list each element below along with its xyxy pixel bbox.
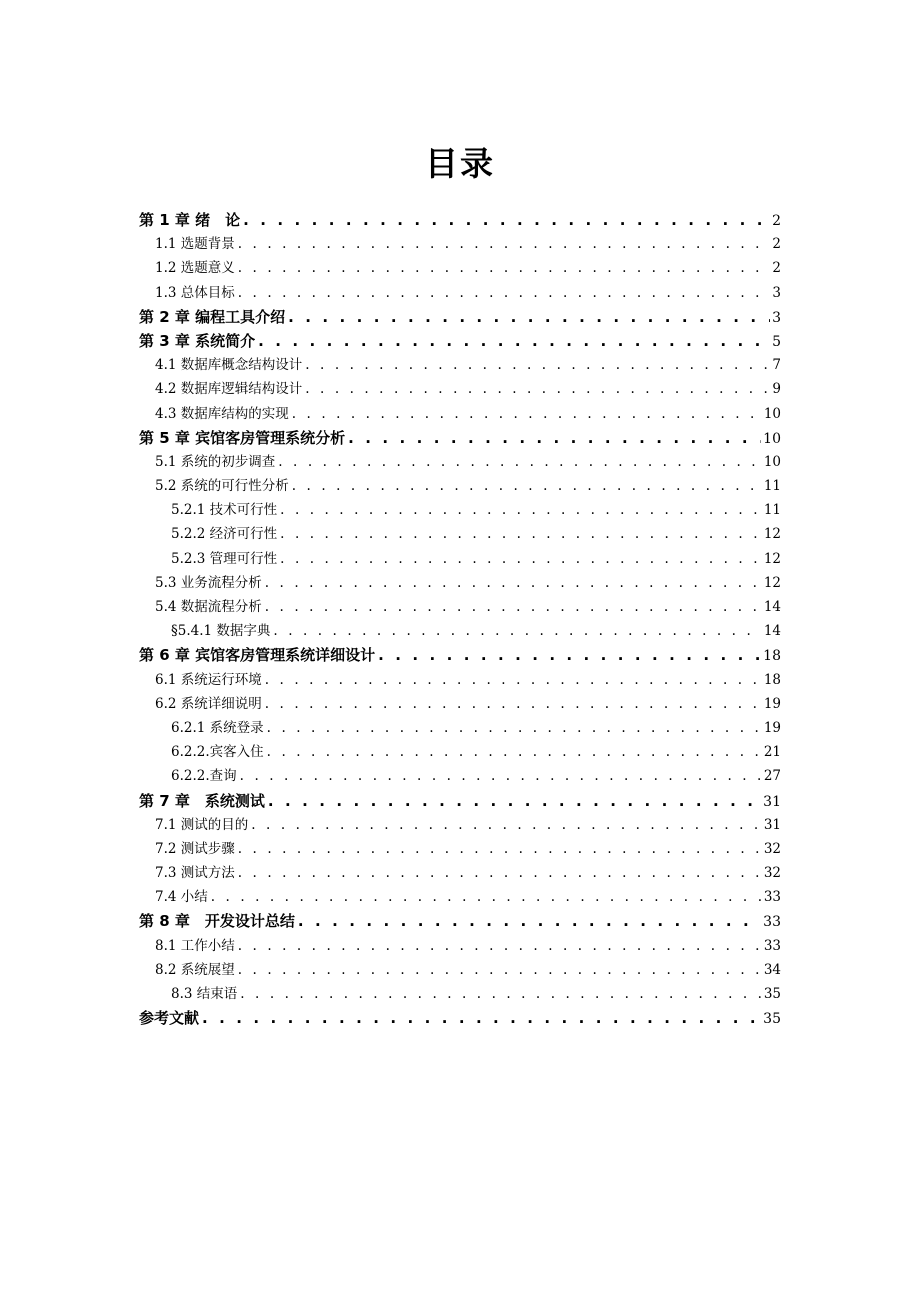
toc-dot-leader xyxy=(240,982,762,1006)
toc-entry-label: 6.2.2.查询 xyxy=(171,768,237,785)
toc-page-number: 14 xyxy=(763,623,781,640)
toc-entry-label: 第 8 章 开发设计总结 xyxy=(139,912,295,931)
toc-dot-leader xyxy=(251,813,762,837)
toc-section-entry[interactable] xyxy=(139,958,781,982)
toc-dot-leader xyxy=(288,305,770,329)
toc-entry-label: 第 1 章 绪 论 xyxy=(139,211,241,229)
toc-entry-label: 8.3 结束语 xyxy=(171,986,238,1002)
toc-dot-leader xyxy=(298,909,761,933)
toc-page-number: 3 xyxy=(772,284,781,301)
toc-entry-label: 第 5 章 宾馆客房管理系统分析 xyxy=(139,428,346,447)
toc-entry-label: 5.2 系统的可行性分析 xyxy=(155,478,289,495)
toc-dot-leader xyxy=(268,789,761,813)
toc-dot-leader xyxy=(273,619,761,643)
toc-entry-label: 7.3 测试方法 xyxy=(155,865,235,882)
toc-section-entry[interactable] xyxy=(139,764,781,788)
toc-section-entry[interactable] xyxy=(139,813,781,837)
toc-page-number: 21 xyxy=(763,744,781,761)
toc-section-entry[interactable] xyxy=(139,498,781,522)
toc-dot-leader xyxy=(211,885,762,909)
toc-section-entry[interactable] xyxy=(139,547,781,571)
toc-dot-leader xyxy=(265,692,762,716)
toc-page-number: 5 xyxy=(772,333,781,350)
toc-chapter-entry[interactable] xyxy=(139,1006,781,1030)
toc-dot-leader xyxy=(267,740,762,764)
toc-page-number: 27 xyxy=(763,768,781,785)
toc-entry-label: 参考文献 xyxy=(139,1009,200,1028)
toc-page-number: 12 xyxy=(763,574,781,591)
toc-page-number: 12 xyxy=(763,526,781,543)
toc-dot-leader xyxy=(292,474,762,498)
page-title: 目录 xyxy=(425,144,495,183)
toc-section-entry[interactable] xyxy=(139,377,781,401)
toc-section-entry[interactable] xyxy=(139,232,781,256)
toc-dot-leader xyxy=(265,571,762,595)
toc-entry-label: 7.4 小结 xyxy=(155,889,208,906)
toc-entry-label: 5.1 系统的初步调查 xyxy=(155,453,276,470)
toc-page-number: 33 xyxy=(763,937,781,954)
toc-dot-leader xyxy=(258,329,770,353)
toc-chapter-entry[interactable] xyxy=(139,329,781,353)
toc-entry-label: 8.1 工作小结 xyxy=(155,937,235,954)
toc-page-number: 18 xyxy=(763,671,781,688)
toc-chapter-entry[interactable] xyxy=(139,789,781,813)
toc-section-entry[interactable] xyxy=(139,595,781,619)
toc-section-entry[interactable] xyxy=(139,716,781,740)
toc-section-entry[interactable] xyxy=(139,885,781,909)
toc-page-number: 35 xyxy=(763,1011,781,1028)
toc-section-entry[interactable] xyxy=(139,692,781,716)
toc-page-number: 2 xyxy=(772,260,781,277)
toc-page-number: 19 xyxy=(763,695,781,712)
toc-dot-leader xyxy=(238,281,771,305)
toc-section-entry[interactable] xyxy=(139,740,781,764)
toc-page-number: 14 xyxy=(763,599,781,615)
toc-page-number: 10 xyxy=(763,430,781,447)
toc-dot-leader xyxy=(280,547,762,571)
toc-dot-leader xyxy=(238,232,771,256)
toc-section-entry[interactable] xyxy=(139,934,781,958)
toc-page-number: 34 xyxy=(763,961,781,978)
toc-page-number: 35 xyxy=(763,986,781,1002)
toc-section-entry[interactable] xyxy=(139,256,781,280)
toc-section-entry[interactable] xyxy=(139,281,781,305)
toc-entry-label: 7.1 测试的目的 xyxy=(155,816,249,833)
toc-entry-label: 第 3 章 系统简介 xyxy=(139,331,256,350)
toc-entry-label: 6.2.2.宾客入住 xyxy=(171,744,264,761)
toc-entry-label: 4.2 数据库逻辑结构设计 xyxy=(155,381,303,398)
toc-page-number: 11 xyxy=(763,478,781,495)
toc-dot-leader xyxy=(278,450,762,474)
toc-section-entry[interactable] xyxy=(139,668,781,692)
toc-entry-label: 4.1 数据库概念结构设计 xyxy=(155,357,303,374)
toc-dot-leader xyxy=(238,837,762,861)
toc-dot-leader xyxy=(240,764,762,788)
toc-chapter-entry[interactable] xyxy=(139,643,781,667)
toc-entry-label: 第 7 章 系统测试 xyxy=(139,791,265,810)
toc-section-entry[interactable] xyxy=(139,982,781,1006)
toc-entry-label: 1.2 选题意义 xyxy=(155,260,235,277)
toc-entry-label: 4.3 数据库结构的实现 xyxy=(155,405,289,422)
toc-page-number: 2 xyxy=(772,213,781,229)
toc-section-entry[interactable] xyxy=(139,861,781,885)
toc-page-number: 19 xyxy=(763,719,781,736)
toc-section-entry[interactable] xyxy=(139,571,781,595)
toc-section-entry[interactable] xyxy=(139,619,781,643)
toc-page-number: 18 xyxy=(763,648,781,665)
toc-chapter-entry[interactable] xyxy=(139,909,781,933)
toc-dot-leader xyxy=(305,353,770,377)
toc-dot-leader xyxy=(265,595,762,619)
toc-page-number: 7 xyxy=(772,357,781,374)
toc-page-number: 33 xyxy=(763,914,781,931)
toc-page-number: 9 xyxy=(772,381,781,398)
toc-section-entry[interactable] xyxy=(139,837,781,861)
toc-page-number: 33 xyxy=(763,889,781,906)
toc-entry-label: 5.2.2 经济可行性 xyxy=(171,526,278,543)
toc-page-number: 12 xyxy=(763,550,781,567)
toc-entry-label: §5.4.1 数据字典 xyxy=(171,623,271,640)
toc-chapter-entry[interactable] xyxy=(139,208,781,232)
toc-entry-label: 5.2.1 技术可行性 xyxy=(171,502,278,519)
toc-entry-label: 6.1 系统运行环境 xyxy=(155,671,262,688)
toc-chapter-entry[interactable] xyxy=(139,426,781,450)
toc-dot-leader xyxy=(267,716,762,740)
toc-entry-label: 第 2 章 编程工具介绍 xyxy=(139,307,286,326)
toc-section-entry[interactable] xyxy=(139,353,781,377)
toc-entry-label: 1.3 总体目标 xyxy=(155,284,235,301)
toc-dot-leader xyxy=(280,498,762,522)
toc-entry-label: 8.2 系统展望 xyxy=(155,961,235,978)
toc-dot-leader xyxy=(292,402,762,426)
toc-page-number: 10 xyxy=(763,405,781,422)
toc-page-number: 2 xyxy=(772,236,781,253)
toc-dot-leader xyxy=(243,208,770,232)
toc-dot-leader xyxy=(238,256,771,280)
toc-chapter-entry[interactable] xyxy=(139,305,781,329)
toc-entry-label: 1.1 选题背景 xyxy=(155,236,235,253)
toc-dot-leader xyxy=(265,668,762,692)
toc-entry-label: 5.2.3 管理可行性 xyxy=(171,550,278,567)
toc-page-number: 11 xyxy=(763,502,781,519)
toc-section-entry[interactable] xyxy=(139,522,781,546)
toc-section-entry[interactable] xyxy=(139,450,781,474)
toc-dot-leader xyxy=(305,377,770,401)
toc-dot-leader xyxy=(238,958,762,982)
toc-entry-label: 6.2.1 系统登录 xyxy=(171,719,264,736)
table-of-contents xyxy=(139,208,781,1030)
toc-dot-leader xyxy=(348,426,761,450)
toc-entry-label: 5.4 数据流程分析 xyxy=(155,599,262,615)
toc-page-number: 32 xyxy=(763,840,781,857)
toc-entry-label: 7.2 测试步骤 xyxy=(155,840,235,857)
toc-entry-label: 第 6 章 宾馆客房管理系统详细设计 xyxy=(139,646,376,665)
toc-page-number: 32 xyxy=(763,865,781,882)
toc-page-number: 31 xyxy=(763,793,781,810)
toc-page-number: 31 xyxy=(763,816,781,833)
toc-dot-leader xyxy=(202,1006,761,1030)
toc-entry-label: 5.3 业务流程分析 xyxy=(155,574,262,591)
toc-section-entry[interactable] xyxy=(139,402,781,426)
toc-dot-leader xyxy=(238,934,762,958)
toc-page-number: 10 xyxy=(763,453,781,470)
toc-dot-leader xyxy=(378,643,761,667)
toc-dot-leader xyxy=(238,861,762,885)
toc-section-entry[interactable] xyxy=(139,474,781,498)
toc-page-number: 3 xyxy=(772,309,781,326)
toc-dot-leader xyxy=(280,522,762,546)
toc-entry-label: 6.2 系统详细说明 xyxy=(155,695,262,712)
